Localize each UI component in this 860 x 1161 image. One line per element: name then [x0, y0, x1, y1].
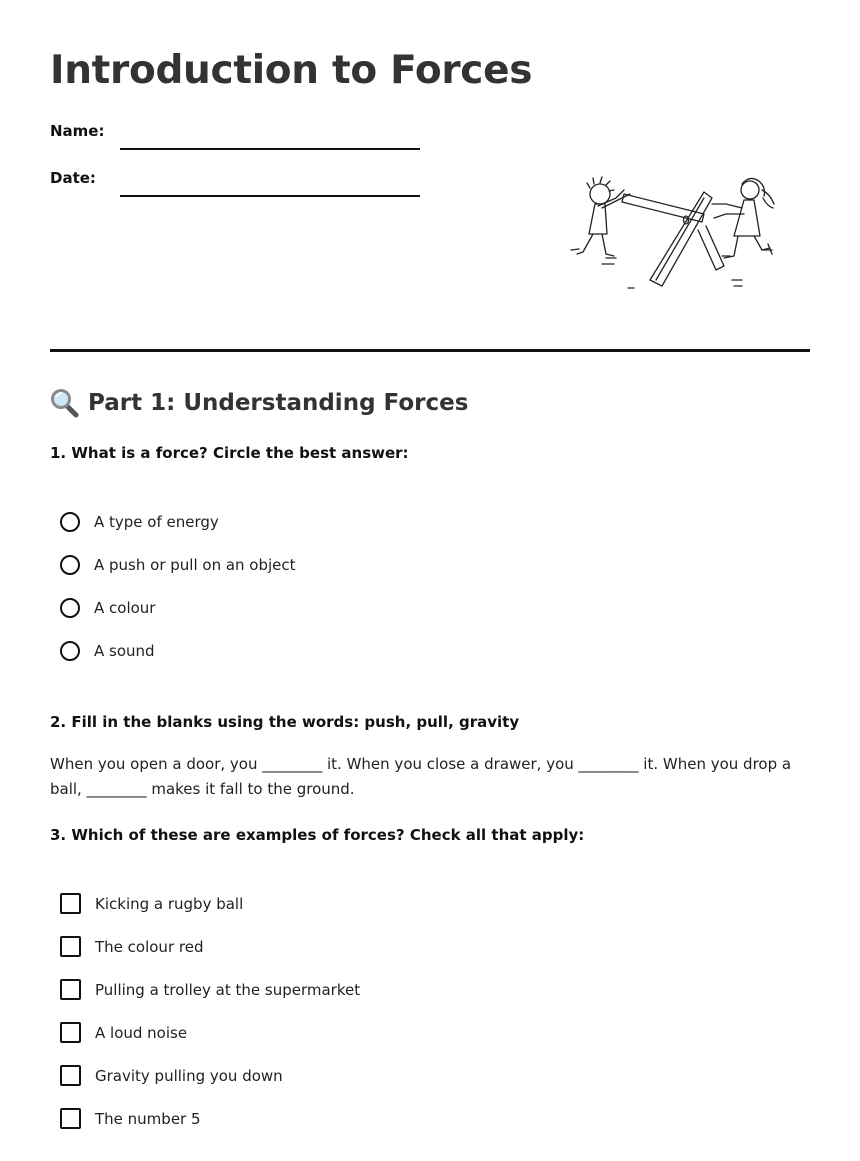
boy-arms: [598, 190, 630, 208]
q3-option[interactable]: [60, 936, 203, 957]
girl-head: [741, 181, 759, 199]
name-line[interactable]: [120, 148, 420, 150]
q3-option[interactable]: [60, 1022, 187, 1043]
q1-option[interactable]: [60, 512, 219, 532]
part1-heading: [50, 388, 468, 418]
boy-feet: [571, 249, 616, 264]
checkbox[interactable]: [60, 936, 81, 957]
q3-option-label: A loud noise: [95, 1023, 188, 1042]
part1-heading-text: Part 1: Understanding Forces: [88, 390, 469, 416]
q1-option[interactable]: [60, 641, 155, 661]
q3-option-label: Gravity pulling you down: [95, 1066, 283, 1085]
section-divider: [50, 349, 810, 352]
q1-option[interactable]: [60, 555, 296, 575]
radio-circle[interactable]: [60, 598, 80, 618]
checkbox[interactable]: [60, 979, 81, 1000]
checkbox[interactable]: [60, 1022, 81, 1043]
name-label: Name:: [50, 122, 105, 140]
girl-dress: [734, 200, 760, 236]
q3-option[interactable]: [60, 893, 243, 914]
girl-feet: [722, 244, 772, 256]
children-pushing-board-illustration: [562, 172, 784, 294]
q1-option-label: A sound: [94, 642, 155, 660]
q1-option-label: A type of energy: [94, 513, 219, 531]
checkbox[interactable]: [60, 1108, 81, 1129]
checkbox[interactable]: [60, 1065, 81, 1086]
q1-option-label: A colour: [94, 599, 156, 617]
radio-circle[interactable]: [60, 641, 80, 661]
question-2-fill-text: When you open a door, you ________ it. When you close a drawer, you ________ it. When you drop a ball, ________ makes it fall to the ground.: [50, 755, 792, 798]
question-3-prompt: 3. Which of these are examples of forces? Check all that apply:: [50, 826, 585, 844]
board-support: [698, 226, 724, 270]
magnifying-glass-icon: [50, 388, 80, 418]
date-field: [50, 169, 420, 187]
date-label: Date:: [50, 169, 96, 187]
boy-legs: [577, 234, 614, 256]
q3-option-label: The colour red: [95, 937, 204, 956]
q3-option-label: Kicking a rugby ball: [95, 894, 244, 913]
worksheet-title: Introduction to Forces: [50, 48, 533, 93]
q1-option[interactable]: [60, 598, 155, 618]
boy-head: [590, 184, 610, 204]
boy-body: [589, 204, 607, 234]
name-field: [50, 122, 420, 140]
date-line[interactable]: [120, 195, 420, 197]
radio-circle[interactable]: [60, 512, 80, 532]
board-edge: [656, 198, 704, 280]
question-2-prompt: 2. Fill in the blanks using the words: push, pull, gravity: [50, 713, 520, 731]
q1-option-label: A push or pull on an object: [94, 556, 296, 574]
checkbox[interactable]: [60, 893, 81, 914]
q3-option[interactable]: [60, 1108, 201, 1129]
q3-option[interactable]: [60, 1065, 283, 1086]
q3-option[interactable]: [60, 979, 360, 1000]
radio-circle[interactable]: [60, 555, 80, 575]
question-1-prompt: 1. What is a force? Circle the best answer:: [50, 444, 409, 462]
ground-marks: [628, 280, 742, 288]
q3-option-label: Pulling a trolley at the supermarket: [95, 980, 361, 999]
q3-option-label: The number 5: [95, 1109, 201, 1128]
girl-legs: [724, 236, 770, 258]
